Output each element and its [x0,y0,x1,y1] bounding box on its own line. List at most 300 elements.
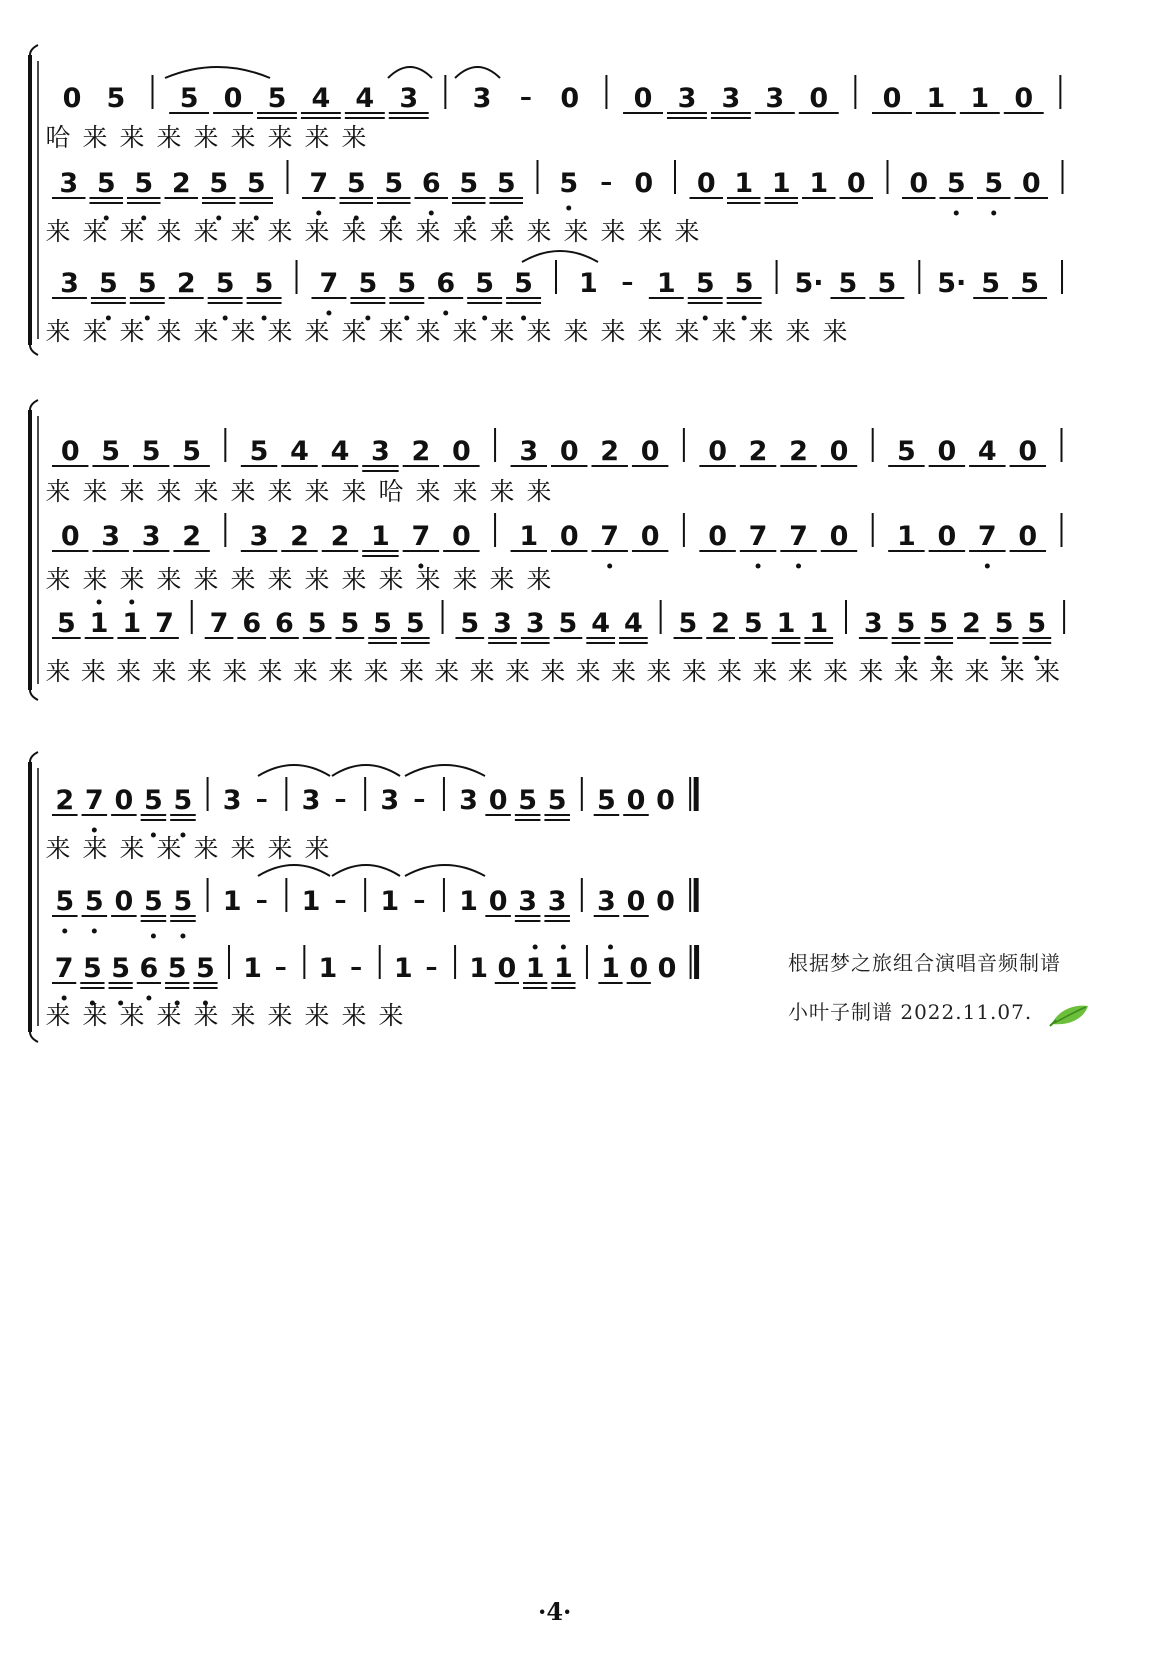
note-digit: 0 [559,436,579,467]
lyric-char: 来 [341,565,367,594]
note-digit: 2 [176,268,196,299]
note-digit: 5 [896,608,916,639]
lyric-char: 来 [222,657,248,686]
lyric-char: 来 [415,217,441,246]
slur [258,765,330,776]
note-digit: 2 [600,436,620,467]
note-digit: 3 [249,521,269,552]
low-octave-dot [954,211,959,216]
note-digit: 1 [525,953,545,984]
note-digit: 0 [937,436,957,467]
lyric-char: 来 [341,217,367,246]
lyric-char: 来 [119,123,145,152]
lyric-char: 来 [378,1001,404,1030]
slur [165,67,270,78]
note-digit: 5 [173,785,193,816]
low-octave-dot [443,311,448,316]
lyric-char: 哈 [45,123,71,152]
note-digit: 5 [55,886,75,917]
note-digit: 0 [60,521,80,552]
note-digit: 1 [243,953,262,984]
note-digit: 5 [82,953,102,984]
note-digit: 0 [626,785,646,816]
note-digit: 5 [496,168,516,199]
note-digit: 6 [139,953,159,984]
note-digit: 0 [829,436,849,467]
low-octave-dot [607,564,612,569]
lyric-char: 来 [82,834,108,863]
lyric-char: 来 [230,565,256,594]
note-digit: 5 [1020,268,1039,299]
note-digit: 0 [937,521,957,552]
note-digit: 5 [984,168,1004,199]
lyric-char: 来 [193,834,219,863]
lyric-char: 来 [45,657,71,686]
lyric-char: 来 [267,123,293,152]
low-octave-dot [62,929,67,934]
note-digit: 0 [559,521,579,552]
lyric-char: 来 [156,217,182,246]
lyric-char: 来 [292,657,318,686]
note-digit: 4 [330,436,350,467]
note-digit: 0 [634,168,654,199]
note-digit: 5 [1027,608,1047,639]
lyric-char: 来 [304,834,330,863]
note-digit: 5 [101,436,121,467]
bracket-hook-top [30,752,38,762]
note-digit: 2 [962,608,981,639]
note-digit: 7 [600,521,620,552]
note-digit: 5 [346,168,366,199]
note-digit: 5 [134,168,154,199]
note-digit: 1 [469,953,489,984]
note-digit: 1 [970,83,990,114]
lyric-char: 来 [304,477,330,506]
lyric-char: 来 [600,317,626,346]
note-digit: 3 [101,521,121,552]
note-digit: 0 [497,953,517,984]
lyric-char: 来 [82,565,108,594]
lyric-char: 来 [452,477,478,506]
slur [332,865,400,876]
lyric-char: 来 [398,657,424,686]
bracket-hook-bottom [30,345,38,355]
lyric-char: 来 [504,657,530,686]
lyric-char: 来 [267,317,293,346]
note-digit: 0 [640,436,660,467]
note-digit: 7 [319,268,339,299]
note-digit: 0 [488,785,508,816]
lyric-char: 来 [415,477,441,506]
lyric-char: 来 [452,317,478,346]
low-octave-dot [404,316,409,321]
lyric-char: 来 [341,123,367,152]
note-digit: 1 [519,521,539,552]
lyric-char: 来 [526,565,552,594]
note-digit: 5 [514,268,533,299]
note-digit: 5 [111,953,131,984]
high-octave-dot [561,945,566,950]
low-octave-dot [316,211,321,216]
note-digit: 2 [330,521,350,552]
credit-note: 小叶子制谱 2022.11.07. [788,1000,1033,1024]
note-digit: 0 [708,521,727,552]
arrangement-note: 根据梦之旅组合演唱音频制谱 [788,951,1061,975]
lyric-char: 来 [156,565,182,594]
leaf-icon [1048,1002,1092,1028]
note-digit: 5 [106,83,126,114]
note-digit: 0 [451,436,471,467]
note-digit: 0 [560,83,580,114]
lyric-char: 来 [116,657,142,686]
note-digit: 2 [171,168,191,199]
lyric-char: 来 [193,123,219,152]
note-digit: 5 [678,608,698,639]
note-digit: 5 [179,83,199,114]
low-octave-dot [151,934,156,939]
dash-note: – [413,886,426,914]
lyric-char: 来 [378,217,404,246]
note-digit: 0 [626,886,646,917]
note-digit: 7 [789,521,808,552]
note-digit: 0 [656,785,675,816]
low-octave-dot [223,316,228,321]
note-digit: 5 [838,268,858,299]
note-digit: 0 [1018,521,1038,552]
note-digit: 1 [459,886,478,917]
lyric-char: 来 [193,565,219,594]
lyric-char: 来 [964,657,990,686]
lyric-char: 来 [748,317,774,346]
lyric-char: 来 [267,565,293,594]
low-octave-dot [796,564,801,569]
lyric-char: 来 [186,657,212,686]
note-digit: 5 [597,785,616,816]
lyric-char: 来 [45,477,71,506]
note-digit: 5 [547,785,567,816]
note-digit: 5 [946,168,966,199]
note-digit: 3 [863,608,883,639]
note-digit: 2 [182,521,202,552]
note-digit: 0 [633,83,653,114]
note-digit: 2 [411,436,431,467]
lyric-char: 来 [119,565,145,594]
note-digit: 1 [89,608,109,639]
note-digit: 1 [371,521,390,552]
note-digit: 2 [789,436,808,467]
lyric-char: 来 [304,317,330,346]
note-digit: 6 [275,608,294,639]
note-digit: 1 [776,608,796,639]
note-digit: 0 [1018,436,1038,467]
note-digit: 5 [340,608,360,639]
lyric-char: 来 [600,217,626,246]
note-digit: 0 [488,886,508,917]
lyric-char: 来 [193,1001,219,1030]
dash-note: – [519,83,532,111]
note-digit: 1 [809,168,829,199]
note-digit: 0 [1014,83,1034,114]
lyric-char: 来 [674,317,700,346]
note-digit: 1 [122,608,142,639]
lyric-char: 来 [45,834,71,863]
lyric-char: 来 [119,834,145,863]
lyric-char: 来 [674,217,700,246]
low-octave-dot [145,316,150,321]
note-digit: 0 [451,521,471,552]
note-digit: 5 [182,436,202,467]
note-digit: 5 [558,608,578,639]
lyric-char: 来 [82,1001,108,1030]
low-octave-dot [151,833,156,838]
dash-note: – [413,785,426,813]
note-digit: 0 [909,168,929,199]
lyric-char: 来 [637,217,663,246]
lyric-char: 来 [119,1001,145,1030]
note-digit: 1 [734,168,754,199]
note-digit: 7 [411,521,431,552]
low-octave-dot [521,316,526,321]
lyric-char: 来 [119,217,145,246]
slur [258,865,330,876]
lyric-char: 来 [929,657,955,686]
lyric-char: 来 [193,477,219,506]
note-digit: 1 [380,886,400,917]
lyric-char: 来 [452,217,478,246]
note-digit: 3 [222,785,242,816]
lyric-char: 来 [328,657,354,686]
note-digit: 3 [518,886,538,917]
bracket-hook-top [30,400,38,410]
note-digit: 5 [405,608,425,639]
lyric-char: 来 [489,565,515,594]
note-digit: 5 [196,953,215,984]
note-digit: 2 [55,785,75,816]
lyric-char: 来 [193,317,219,346]
note-digit: 5 [897,436,916,467]
lyric-char: 来 [415,317,441,346]
note-digit: 3 [721,83,741,114]
lyric-char: 来 [637,317,663,346]
note-digit: 3 [765,83,785,114]
note-digit: 5 [209,168,229,199]
lyric-char: 来 [119,477,145,506]
note-digit: 5 [267,83,287,114]
note-digit: 5· [937,268,967,299]
note-digit: 7 [155,608,174,639]
slur [405,865,485,876]
note-digit: 1 [897,521,916,552]
note-digit: 5 [695,268,715,299]
dash-note: – [255,886,268,914]
bracket-hook-top [30,45,38,55]
note-digit: 5 [249,436,269,467]
note-digit: 0 [1021,168,1041,199]
note-digit: 4 [311,83,331,114]
lyric-char: 来 [378,565,404,594]
note-digit: 1 [301,886,321,917]
note-digit: 5 [559,168,579,199]
note-digit: 5 [734,268,754,299]
note-digit: 7 [748,521,768,552]
lyric-char: 来 [341,317,367,346]
note-digit: 5 [475,268,495,299]
low-octave-dot [92,828,97,833]
lyric-char: 来 [230,317,256,346]
note-digit: 6 [436,268,456,299]
lyric-char: 来 [193,217,219,246]
bracket-hook-bottom [30,1032,38,1042]
note-digit: 1 [222,886,242,917]
dash-note: – [350,953,363,981]
note-digit: 0 [657,953,677,984]
lyric-char: 来 [230,123,256,152]
lyric-char: 来 [45,1001,71,1030]
note-digit: 5 [459,168,479,199]
low-octave-dot [326,311,331,316]
note-digit: 4 [591,608,611,639]
note-digit: 2 [748,436,768,467]
high-octave-dot [129,600,134,605]
note-digit: 0 [62,83,82,114]
low-octave-dot [742,316,747,321]
note-digit: 1 [601,953,620,984]
slur [455,67,500,78]
low-octave-dot [756,564,761,569]
lyric-char: 来 [489,317,515,346]
note-digit: 0 [809,83,829,114]
lyric-char: 来 [489,217,515,246]
note-digit: 4 [977,436,997,467]
note-digit: 7 [977,521,997,552]
note-digit: 3 [472,83,492,114]
note-digit: 3 [547,886,567,917]
lyric-char: 来 [526,477,552,506]
note-digit: 5 [397,268,417,299]
note-digit: 5 [56,608,76,639]
lyric-char: 来 [611,657,637,686]
note-digit: 3 [525,608,545,639]
note-digit: 0 [640,521,660,552]
slur [522,251,598,262]
lyric-char: 来 [230,1001,256,1030]
note-digit: 4 [290,436,309,467]
note-digit: 3 [301,785,321,816]
lyric-char: 来 [304,123,330,152]
note-digit: 3 [60,268,79,299]
low-octave-dot [991,211,996,216]
lyric-char: 来 [787,657,813,686]
note-digit: 1 [926,83,946,114]
lyric-char: 来 [434,657,460,686]
note-digit: 3 [677,83,697,114]
note-digit: 0 [882,83,902,114]
page-number: ·4· [538,1597,572,1626]
lyric-char: 来 [156,1001,182,1030]
low-octave-dot [180,934,185,939]
lyric-char: 来 [82,217,108,246]
note-digit: 7 [309,168,329,199]
lyric-char: 来 [1035,657,1061,686]
note-digit: 0 [708,436,727,467]
lyric-char: 来 [257,657,283,686]
lyric-char: 来 [563,317,589,346]
lyric-char: 来 [82,317,108,346]
low-octave-dot [92,929,97,934]
note-digit: 5 [307,608,327,639]
lyric-char: 来 [230,477,256,506]
lyric-char: 哈 [378,477,404,506]
low-octave-dot [985,564,990,569]
note-digit: 4 [355,83,375,114]
lyric-char: 来 [363,657,389,686]
lyric-char: 来 [156,477,182,506]
slur [405,765,485,776]
bracket-hook-bottom [30,690,38,700]
note-digit: 5 [358,268,378,299]
note-digit: 0 [114,886,134,917]
lyric-char: 来 [341,1001,367,1030]
note-digit: 5 [144,785,163,816]
note-digit: 6 [421,168,441,199]
note-digit: 1 [393,953,413,984]
dash-note: – [425,953,438,981]
high-octave-dot [608,945,613,950]
dash-note: – [600,168,613,196]
lyric-char: 来 [526,317,552,346]
low-octave-dot [62,996,67,1001]
low-octave-dot [429,211,434,216]
dash-note: – [334,886,347,914]
note-digit: 5 [743,608,763,639]
lyric-char: 来 [822,317,848,346]
lyric-char: 来 [858,657,884,686]
note-digit: 1 [318,953,338,984]
low-octave-dot [566,206,571,211]
lyric-char: 来 [526,217,552,246]
lyric-char: 来 [82,123,108,152]
lyric-char: 来 [267,834,293,863]
note-digit: 2 [711,608,731,639]
lyric-char: 来 [711,317,737,346]
note-digit: 5 [518,785,538,816]
lyric-char: 来 [575,657,601,686]
lyric-char: 来 [304,565,330,594]
lyric-char: 来 [717,657,743,686]
lyric-char: 来 [267,477,293,506]
note-digit: 3 [380,785,400,816]
note-digit: 0 [629,953,649,984]
lyric-char: 来 [646,657,672,686]
lyric-char: 来 [45,217,71,246]
note-digit: 5 [167,953,187,984]
note-digit: 5 [981,268,1001,299]
low-octave-dot [146,996,151,1001]
high-octave-dot [97,600,102,605]
lyric-char: 来 [304,1001,330,1030]
lyric-char: 来 [45,317,71,346]
note-digit: 0 [223,83,243,114]
note-digit: 5 [173,886,193,917]
note-digit: 0 [114,785,134,816]
note-digit: 0 [829,521,849,552]
note-digit: 5 [96,168,116,199]
lyric-char: 来 [681,657,707,686]
note-digit: 1 [554,953,573,984]
note-digit: 5 [141,436,161,467]
note-digit: 7 [84,785,104,816]
slur [388,67,432,78]
